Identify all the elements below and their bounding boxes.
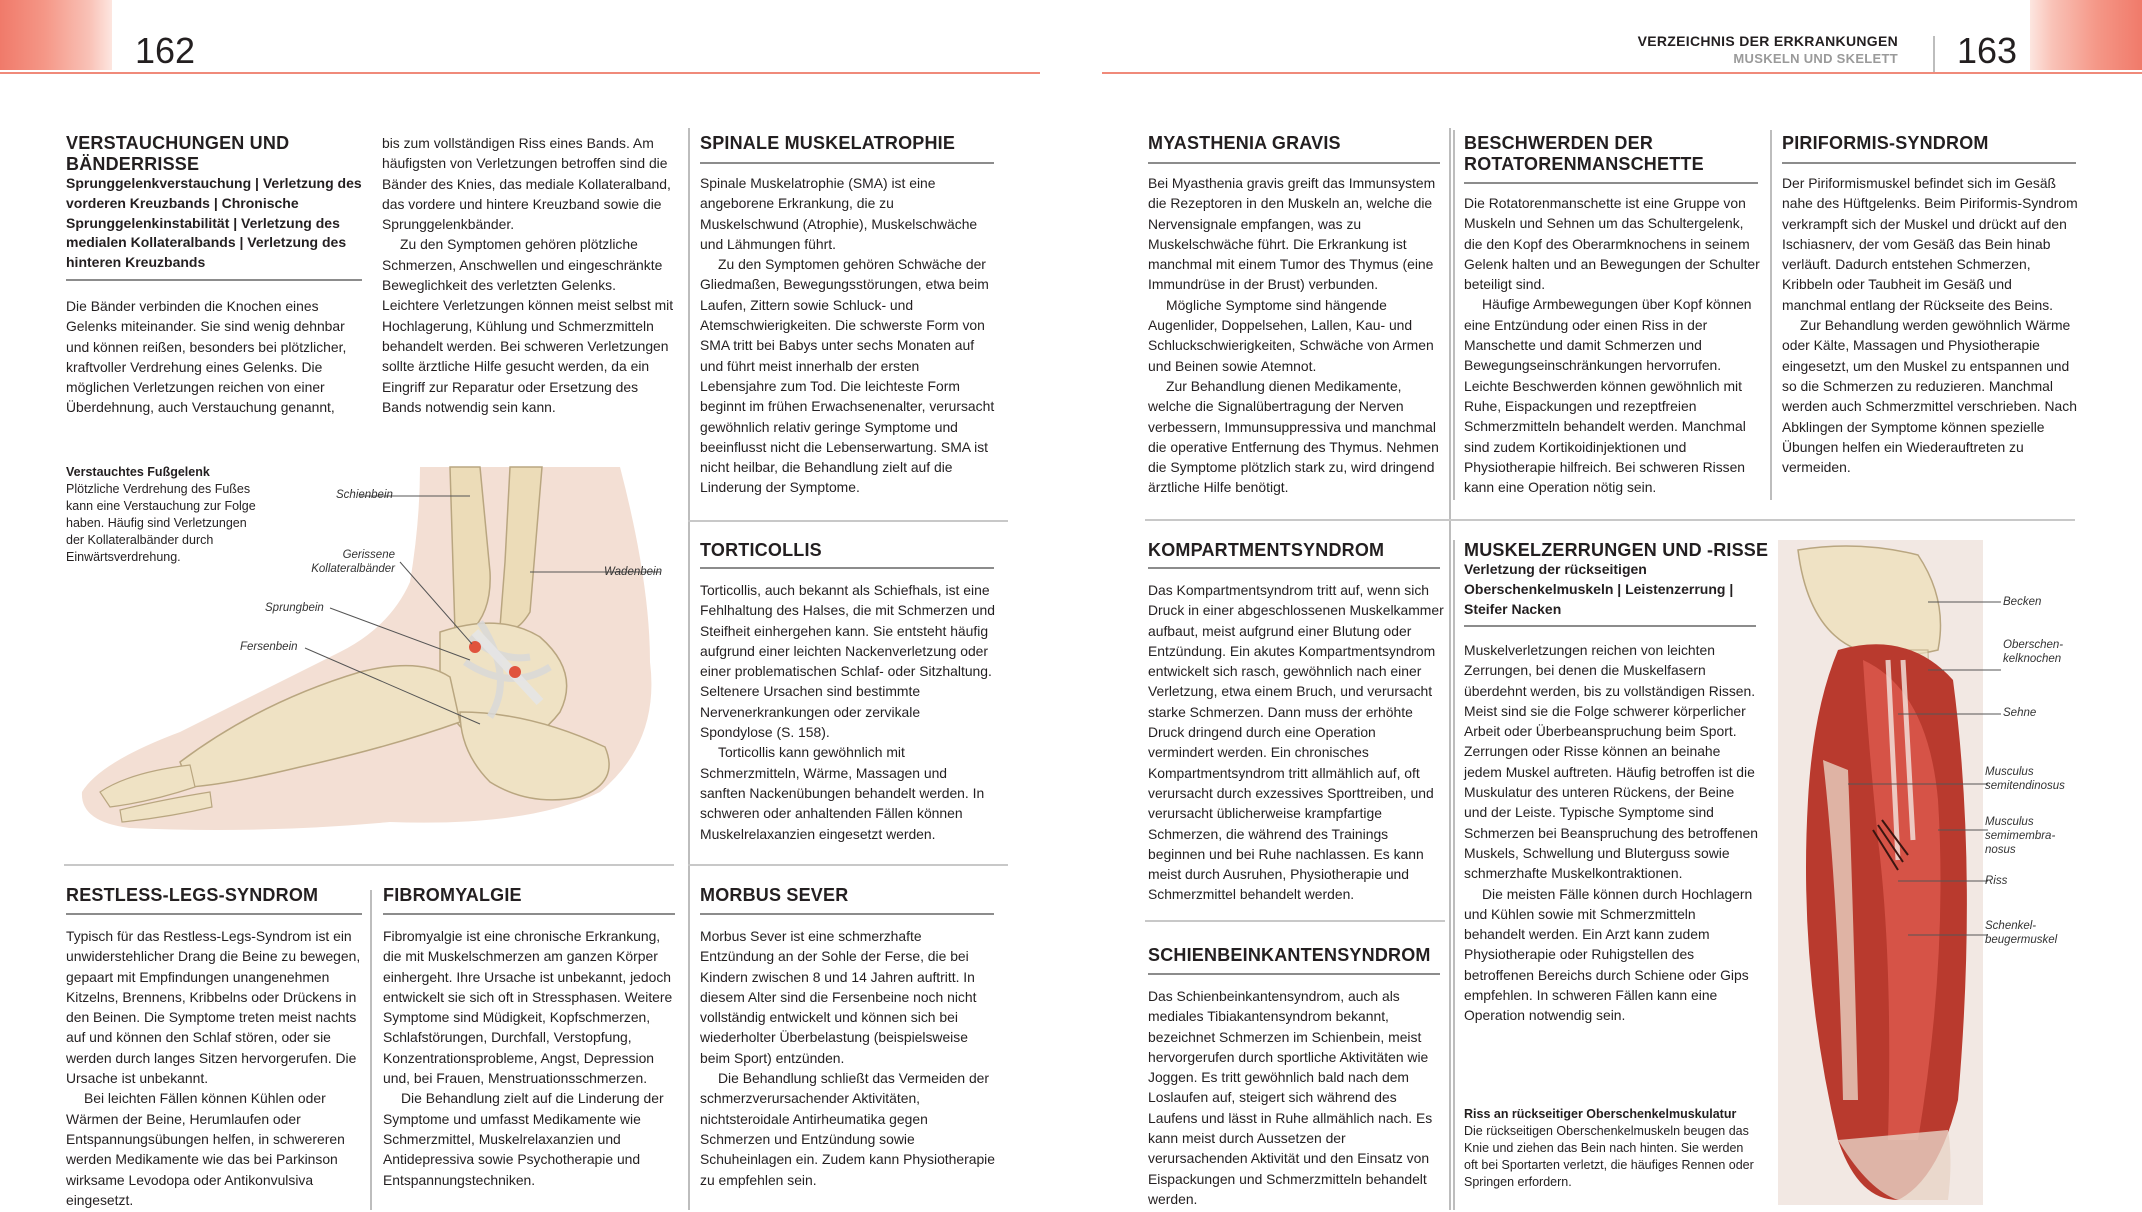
article-body [1148,580,1444,905]
paragraph: Die meisten Fälle können durch Hochlagern und Kühlen sowie mit Schmerzmitteln behandelt werden. Ein Arzt kann zudem Physiotherapie oder Ruhigstellen des betroffenen Bereichs durch Schiene oder Gips empfehlen. In schweren Fällen kann eine Operation notwendig sein. [1464,885,1753,1024]
thigh-illustration [1778,540,2118,1205]
article-body [1464,640,1760,1026]
page-number-right: 163 [1957,30,2018,71]
running-title: VERZEICHNIS DER ERKRANKUNGEN [1637,33,1898,49]
paragraph: Das Kompartmentsyndrom tritt auf, wenn sich Druck in einer abgeschlossenen Muskelkammer aufbaut, meist aufgrund einer Blutung oder Entzündung. Ein akutes Kompartmentsyndrom entwickelt sich rasch, gewöhnlich nach einer Verletzung, etwa einem Bruch, und verursacht starke Schmerzen. Dann muss der erhöhte Druck dringend durch eine Operation vermindert werden. Ein chronisches Kompartmentsyndrom tritt allmählich auf, oft verursacht durch exzessives Sporttreiben, und verursacht üblicherweise krampfartige Schmerzen, die während des Trainings beginnen und bei Ruhe nachlassen. Es kann meist durch Ausruhen, Physiotherapie und Schmerzmittel behandelt werden. [1148,582,1444,903]
label-line: kelknochen [2003,653,2062,665]
column-divider [1453,130,1455,500]
article-title-fibromyalgie: FIBROMYALGIE [383,885,522,905]
article-title-rotatorenmanschette [1464,133,1704,175]
paragraph: Torticollis, auch bekannt als Schiefhals, ist eine Fehlhaltung des Halses, die mit Schmerzen und Steifheit einhergehen kann. Sie entsteht häufig aufgrund einer leichten Nackenverletzung oder einer problematischen Schlaf- oder Sitzhaltung. Seltenere Ursachen sind bestimmte Nervenerkrankungen oder zervikale Spondylose (S. 158). [700,582,995,741]
article-title-verstauchungen [66,133,289,175]
paragraph: Bei leichten Fällen können Kühlen oder Wärmen der Beine, Herumlaufen oder Entspannungsübungen helfen, in schwereren werden Medikamente wie das bei Parkinson wirksame Levodopa oder Antikonvulsiva eingesetzt. [66,1090,345,1208]
caption-title: Riss an rückseitiger Oberschenkelmuskulatur [1464,1107,1737,1121]
paragraph: Das Schienbeinkantensyndrom, auch als mediales Tibiakantensyndrom bekannt, bezeichnet Schmerzen im Schienbein, meist hervorgerufen durch sportliche Aktivitäten wie Joggen. Es tritt gewöhnlich bald nach dem Loslaufen auf, steigert sich während des Laufens und lässt in Ruhe allmählich nach. Es kann meist durch Aussetzen der verursachenden Aktivität und den Einsatz von Eispackungen und Schmerzmitteln behandelt werden. [1148,988,1433,1207]
title-rule [1782,162,2076,164]
running-header [1638,33,1898,66]
label-line: Schenkel- [1985,920,2037,932]
title-rule [700,567,994,569]
label-schenkelbeugermuskel [1985,919,2057,947]
column-divider-left [688,128,690,1210]
paragraph: Typisch für das Restless-Legs-Syndrom ist ein unwiderstehlicher Drang die Beine zu bewegen, gepaart mit Empfindungen unangenehmen Kitzelns, Brennens, Kribbelns oder Drückens in den Beinen. Die Symptome treten meist nachts auf und können den Schlaf stören, oder sie werden durch langes Sitzen hervorgerufen. Die Ursache ist unbekannt. [66,928,361,1087]
label-schienbein: Schienbein [336,489,393,501]
label-line: Musculus [1985,816,2034,828]
title-rule [1148,973,1440,975]
paragraph: Der Piriformismuskel befindet sich im Gesäß nahe des Hüftgelenks. Beim Piriformis-Syndrom verkrampft sich der Muskel und drückt auf den Ischiasnerv, der vom Gesäß das Bein hinab verläuft. Dadurch entstehen Schmerzen, Kribbeln oder Taubheit im Gesäß und manchmal entlang der Rückseite des Beins. [1782,175,2078,313]
article-title-torticollis: TORTICOLLIS [700,540,822,560]
label-line: nosus [1985,844,2016,856]
header-divider [1933,36,1935,72]
caption-title: Verstauchtes Fußgelenk [66,465,210,479]
header-rule-left [0,72,1040,74]
title-rule [1148,567,1440,569]
column-divider [370,890,372,1210]
running-subtitle: MUSKELN UND SKELETT [1733,51,1898,66]
article-title-restless-legs: RESTLESS-LEGS-SYNDROM [66,885,319,905]
right-page-banner [2030,0,2142,70]
article-body [700,580,996,844]
title-rule [700,162,994,164]
article-title-kompartment: KOMPARTMENTSYNDROM [1148,540,1385,560]
paragraph: Zu den Symptomen gehören plötzliche Schmerzen, Anschwellen und eingeschränkte Beweglichkeit des verletzten Gelenks. Leichtere Verletzungen können meist selbst mit Hochlagerung, Kühlung und Schmerzmitteln behandelt werden. Bei schweren Verletzungen sollte ärztliche Hilfe gesucht werden, da ein Eingriff zur Reparatur oder Ersetzung des Bands notwendig sein kann. [382,236,674,415]
paragraph: bis zum vollständigen Riss eines Bands. Am häufigsten von Verletzungen betroffen sind die Bänder des Knies, das mediale Kollateralband, das vordere und hintere Kreuzband sowie die Sprunggelenkbänder. [382,135,671,233]
label-fersenbein: Fersenbein [240,641,298,653]
label-wadenbein: Wadenbein [604,566,662,578]
article-body [1148,173,1444,498]
article-title-muskelzerrungen: MUSKELZERRUNGEN UND -RISSE [1464,540,1769,560]
column-divider-right [1449,128,1451,1210]
paragraph: Spinale Muskelatrophie (SMA) ist eine angeborene Erkrankung, die zu Muskelschwund (Atrophie), Muskelschwäche und Lähmungen führt. [700,175,978,252]
left-page-banner [0,0,112,70]
title-rule [383,913,675,915]
title-rule [66,913,362,915]
header-rule-right [1102,72,2142,74]
section-divider [688,520,1008,522]
article-subtitle-verstauchungen: Sprunggelenkverstauchung | Verletzung des vorderen Kreuzbands | Chronische Sprunggelenkinstabilität | Verletzung des medialen Kollateralbands | Verletzung des hinteren Kreuzbands [66,175,362,271]
article-subtitle-muskelzerrungen: Verletzung der rückseitigen Oberschenkelmuskeln | Leistenzerrung | Steifer Nacken [1464,561,1734,617]
section-divider [1145,519,2075,521]
page-number-left: 162 [135,30,196,71]
title-rule [1464,625,1756,627]
article-body [1464,193,1760,497]
article-body [1782,173,2078,477]
label-line: Gerissene [342,549,395,561]
paragraph: Die Bänder verbinden die Knochen eines Gelenks miteinander. Sie sind wenig dehnbar und können reißen, besonders bei plötzlicher, kraftvoller Verdrehung eines Gelenks. Die möglichen Verletzungen reichen von einer Überdehnung, auch Verstauchung genannt, [66,298,347,416]
section-divider [1145,920,1445,922]
paragraph: Fibromyalgie ist eine chronische Erkrankung, die mit Muskelschmerzen am ganzen Körper einhergeht. Ihre Ursache ist unbekannt, jedoch entwickelt sie sich oft in Stressphasen. Weitere Symptome sind Müdigkeit, Kopfschmerzen, Schlafstörungen, Durchfall, Verstopfung, Konzentrationsprobleme, Angst, Depression und, bei Frauen, Menstruationsschmerzen. [383,928,673,1087]
paragraph: Die Behandlung zielt auf die Linderung der Symptome und umfasst Medikamente wie Schmerzmittel, Muskelrelaxanzien und Antidepressiva sowie Psychotherapie und Entspannungstechniken. [383,1090,664,1188]
paragraph: Zu den Symptomen gehören Schwäche der Gliedmaßen, Bewegungsstörungen, etwa beim Laufen, Zittern sowie Schluck- und Atemschwierigkeiten. Die schwerste Form von SMA tritt bei Babys unter sechs Monaten auf und führt meist innerhalb der ersten Lebensjahre zum Tod. Die leichteste Form beginnt im frühen Erwachsenenalter, verursacht gewöhnlich relativ geringe Symptome und beeinflusst nicht die Lebenserwartung. SMA ist nicht heilbar, die Behandlung zielt auf die Linderung der Symptome. [700,256,995,496]
article-body [700,173,996,498]
label-sprungbein: Sprungbein [265,602,324,614]
paragraph: Zur Behandlung dienen Medikamente, welche die Signalübertragung der Nerven verbessern, Immunsuppressiva und manchmal die operative Entfernung des Thymus. Nehmen die Symptome plötzlich stark zu, wird dringend ärztliche Hilfe benötigt. [1148,377,1439,496]
article-body [1148,986,1444,1209]
article-title-schienbein: SCHIENBEINKANTENSYNDROM [1148,945,1431,965]
title-line: BESCHWERDEN DER [1464,133,1654,153]
caption-text: Die rückseitigen Oberschenkelmuskeln beugen das Knie und ziehen das Bein nach hinten. Sie werden oft bei Sportarten verletzt, die häufiges Rennen oder Springen erfordern. [1464,1124,1754,1189]
article-title-morbus-sever: MORBUS SEVER [700,885,849,905]
title-rule [66,279,362,281]
ankle-illustration [60,462,680,852]
title-rule [700,913,994,915]
title-rule [1148,162,1440,164]
label-line: Oberschen- [2003,639,2064,651]
paragraph: Die Behandlung schließt das Vermeiden der schmerzverursachender Aktivitäten, nichtsteroidale Antirheumatika gegen Schmerzen und Entzündung sowie Schuheinlagen ein. Zudem kann Physiotherapie zu empfehlen sein. [700,1070,995,1188]
label-line: semimembra- [1985,830,2056,842]
section-divider [688,864,1008,866]
paragraph: Torticollis kann gewöhnlich mit Schmerzmitteln, Wärme, Massagen und sanften Nackenübungen behandelt werden. In schweren oder anhaltenden Fällen können Muskelrelaxanzien eingesetzt werden. [700,744,985,842]
paragraph: Bei Myasthenia gravis greift das Immunsystem die Rezeptoren in den Muskeln an, welche die Nervensignale empfangen, was zu Muskelschwäche führt. Die Erkrankung ist manchmal mit einem Tumor des Thymus (eine Immundrüse in der Brust) verbunden. [1148,175,1436,293]
title-line: BÄNDERRISSE [66,154,200,174]
label-line: beugermuskel [1985,934,2058,946]
column-divider [1770,130,1772,500]
article-body [382,133,676,417]
article-body [700,926,996,1190]
label-line: Musculus [1985,766,2034,778]
title-line: ROTATORENMANSCHETTE [1464,154,1704,174]
column-divider [1453,540,1455,1210]
figure-caption-thigh [1464,1106,1754,1191]
label-becken: Becken [2003,596,2042,608]
paragraph: Morbus Sever ist eine schmerzhafte Entzündung an der Sohle der Ferse, die bei Kindern zwischen 8 und 14 Jahren auftritt. In diesem Alter sind die Fersenbeine noch nicht vollständig entwickelt und können sich bei wiederholter Überbelastung (beispielsweise beim Sport) entzünden. [700,928,977,1066]
label-line: Kollateralbänder [311,563,395,575]
article-title-myasthenia: MYASTHENIA GRAVIS [1148,133,1341,153]
article-body [383,926,678,1190]
label-semitendinosus [1985,765,2065,793]
paragraph: Häufige Armbewegungen über Kopf können eine Entzündung oder einen Riss in der Manschette und damit Schmerzen und Bewegungseinschränkungen hervorrufen. Leichte Beschwerden können gewöhnlich mit Ruhe, Eispackungen und rezeptfreien Schmerzmitteln behandelt werden. Manchmal sind zudem Kortikoidinjektionen und Physiotherapie hilfreich. Bei schweren Rissen kann eine Operation nötig sein. [1464,296,1752,496]
label-kollateralbaender [305,548,395,576]
article-body [66,926,364,1210]
label-sehne: Sehne [2003,707,2037,719]
label-line: semitendinosus [1985,780,2065,792]
article-title-piriformis: PIRIFORMIS-SYNDROM [1782,133,1989,153]
paragraph: Die Rotatorenmanschette ist eine Gruppe von Muskeln und Sehnen um das Schultergelenk, die den Kopf des Oberarmknochens in seinem Gelenk halten und an Bewegungen der Schulter beteiligt sind. [1464,195,1760,293]
label-semimembranosus [1985,815,2055,857]
paragraph: Muskelverletzungen reichen von leichten Zerrungen, bei denen die Muskelfasern überdehnt werden, bis zu vollständigen Rissen. Meist sind sie die Folge schwerer körperlicher Arbeit oder Überbeanspruchung beim Sport. Zerrungen oder Risse können an beinahe jedem Muskel auftreten. Häufig betroffen ist die Muskulatur des unteren Rückens, der Beine und der Leiste. Typische Symptome sind Schmerzen bei Beanspruchung des betroffenen Muskels, Schwellung und Bluterguss sowie schmerzhafte Muskelkontraktionen. [1464,642,1758,882]
label-riss: Riss [1985,875,2008,887]
paragraph: Zur Behandlung werden gewöhnlich Wärme oder Kälte, Massagen und Physiotherapie eingesetzt, um den Muskel zu entspannen und so die Schmerzen zu reduzieren. Manchmal werden auch Schmerzmittel verschrieben. Nach Abklingen der Symptome können spezielle Übungen helfen ein Wiederauftreten zu vermeiden. [1782,317,2077,476]
title-line: VERSTAUCHUNGEN UND [66,133,290,153]
title-rule [1464,182,1758,184]
article-title-sma: SPINALE MUSKELATROPHIE [700,133,956,153]
paragraph: Mögliche Symptome sind hängende Augenlider, Doppelsehen, Lallen, Kau- und Schluckschwierigkeiten, Schwäche von Armen und Beinen sowie Atemnot. [1148,296,1434,374]
label-oberschenkelknochen [2003,638,2063,666]
section-divider [64,864,674,866]
article-body [66,296,364,418]
caption-text: Plötzliche Verdrehung des Fußes kann eine Verstauchung zur Folge haben. Häufig sind Verletzungen der Kollateralbänder durch Einwärtsverdrehung. [66,482,256,564]
